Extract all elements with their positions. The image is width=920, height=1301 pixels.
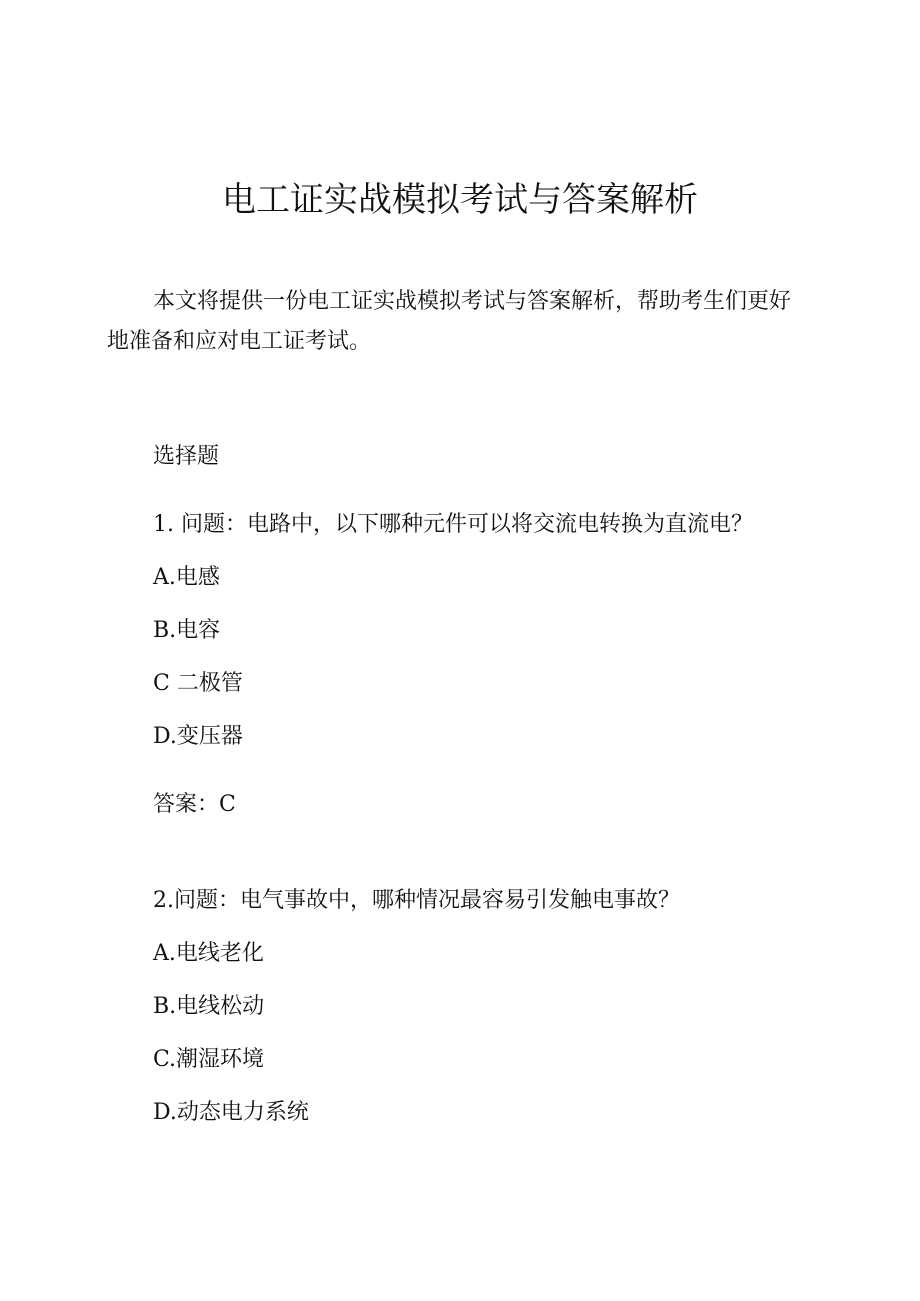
document-title: 电工证实战模拟考试与答案解析: [222, 180, 698, 220]
question-2-option-a: A.电线老化: [153, 941, 264, 966]
intro-paragraph: 本文将提供一份电工证实战模拟考试与答案解析，帮助考生们更好地准备和应对电工证考试。: [107, 289, 792, 354]
question-1-text: 1. 问题：电路中，以下哪种元件可以将交流电转换为直流电？: [153, 512, 753, 537]
question-1-option-c: C 二极管: [153, 671, 243, 696]
question-1-option-b: B.电容: [153, 618, 221, 643]
question-1-answer: 答案：C: [153, 792, 236, 817]
question-1-option-a: A.电感: [153, 565, 220, 590]
question-2-option-c: C.潮湿环境: [153, 1047, 265, 1072]
question-2-option-d: D.动态电力系统: [153, 1100, 309, 1125]
section-heading: 选择题: [153, 444, 220, 469]
question-2-option-b: B.电线松动: [153, 994, 265, 1019]
question-2-text: 2.问题：电气事故中，哪种情况最容易引发触电事故？: [153, 888, 680, 913]
question-1-option-d: D.变压器: [153, 724, 243, 749]
